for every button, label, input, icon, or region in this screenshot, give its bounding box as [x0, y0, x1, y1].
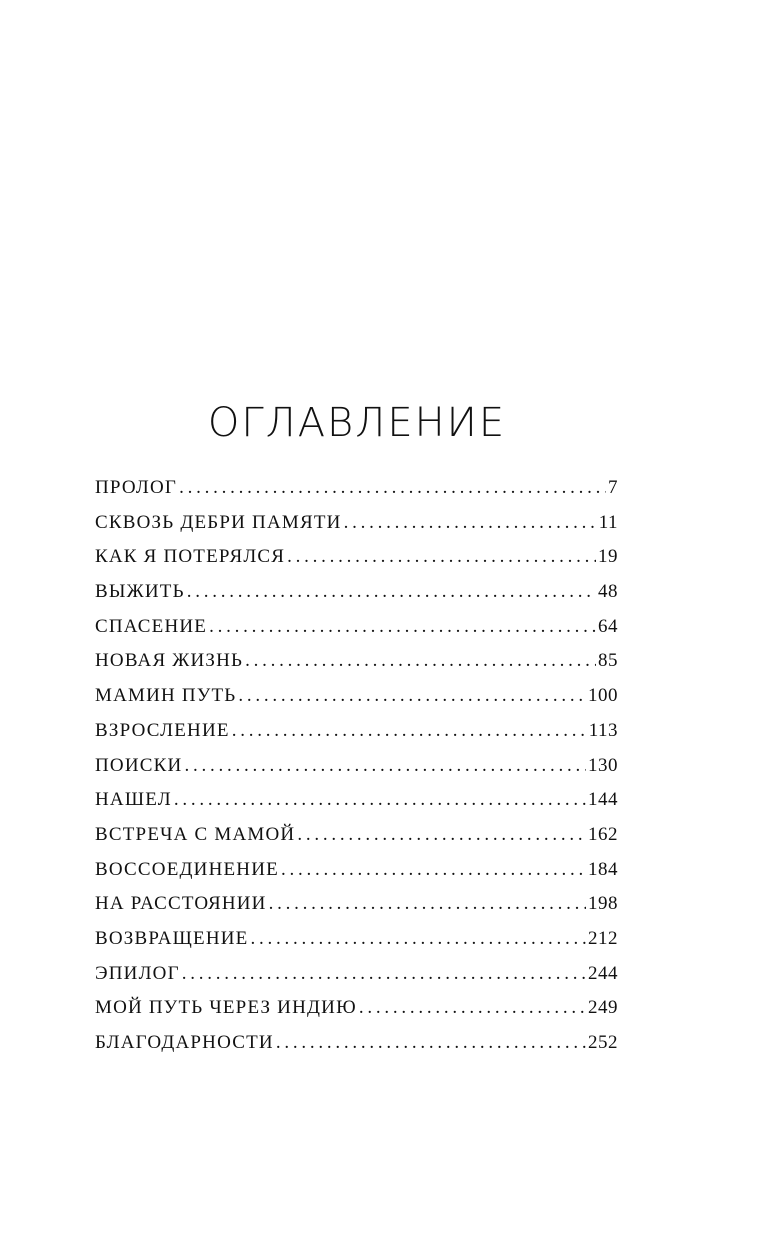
toc-entry[interactable] [95, 506, 618, 541]
toc-page-number: 85 [598, 650, 618, 672]
toc-page-number: 11 [598, 511, 618, 533]
toc-entry-label: ВЗРОСЛЕНИЕ [95, 719, 230, 741]
toc-page-number: 100 [588, 685, 618, 707]
toc-page-number: 19 [598, 546, 618, 568]
toc-entry-label: КАК Я ПОТЕРЯЛСЯ [95, 546, 286, 568]
toc-entry[interactable] [95, 471, 618, 506]
toc-entry[interactable] [95, 887, 618, 922]
dot-leader [287, 540, 596, 575]
dot-leader [179, 471, 606, 506]
toc-entry-label: БЛАГОДАРНОСТИ [95, 1032, 274, 1053]
toc-entry-label: НОВАЯ ЖИЗНЬ [95, 650, 244, 672]
toc-page-number: 252 [588, 1032, 618, 1053]
dot-leader [174, 783, 586, 818]
toc-entry-label: ПОИСКИ [95, 754, 183, 776]
dot-leader [344, 506, 597, 541]
dot-leader [232, 714, 587, 749]
toc-page-number: 162 [588, 823, 618, 845]
toc-entry-label: СКВОЗЬ ДЕБРИ ПАМЯТИ [95, 511, 342, 533]
toc-page-number: 184 [588, 858, 618, 880]
toc-entry-label: ВСТРЕЧА С МАМОЙ [95, 823, 296, 845]
toc-page-number: 244 [588, 962, 618, 984]
toc-entry[interactable] [95, 749, 618, 784]
toc-entry-label: НАШЕЛ [95, 789, 172, 811]
dot-leader [187, 575, 596, 610]
toc-entry[interactable] [95, 922, 618, 957]
toc-page-number: 198 [588, 893, 618, 915]
dot-leader [359, 991, 586, 1026]
toc-entry[interactable] [95, 679, 618, 714]
toc-page-number: 212 [588, 927, 618, 949]
dot-leader [297, 818, 586, 853]
toc-page-number: 249 [588, 997, 618, 1019]
toc-entry[interactable] [95, 540, 618, 575]
dot-leader [281, 853, 586, 888]
table-of-contents [95, 471, 618, 1061]
page-title: ОГЛАВЛЕНИЕ [207, 399, 507, 446]
dot-leader [276, 1026, 586, 1061]
toc-entry-label: ПРОЛОГ [95, 477, 178, 498]
toc-page-number: 113 [588, 719, 618, 741]
dot-leader [250, 922, 586, 957]
toc-entry-label: НА РАССТОЯНИИ [95, 893, 267, 915]
toc-entry[interactable] [95, 1026, 618, 1061]
toc-page-number: 130 [588, 754, 618, 776]
toc-entry[interactable] [95, 957, 618, 992]
dot-leader [184, 749, 586, 784]
toc-entry-label: ВЫЖИТЬ [95, 581, 185, 603]
dot-leader [182, 957, 586, 992]
toc-entry[interactable] [95, 991, 618, 1026]
toc-entry[interactable] [95, 575, 618, 610]
toc-entry-label: ВОЗВРАЩЕНИЕ [95, 927, 249, 949]
dot-leader [238, 679, 586, 714]
toc-entry-label: МОЙ ПУТЬ ЧЕРЕЗ ИНДИЮ [95, 997, 357, 1019]
dot-leader [269, 887, 586, 922]
toc-page-number: 144 [588, 789, 618, 811]
toc-entry-label: ВОССОЕДИНЕНИЕ [95, 858, 279, 880]
toc-entry[interactable] [95, 714, 618, 749]
dot-leader [245, 644, 596, 679]
toc-page-number: 64 [598, 615, 618, 637]
toc-entry[interactable] [95, 818, 618, 853]
toc-entry-label: МАМИН ПУТЬ [95, 685, 237, 707]
toc-page-number: 48 [598, 581, 618, 603]
toc-entry[interactable] [95, 853, 618, 888]
toc-entry[interactable] [95, 644, 618, 679]
toc-entry-label: ЭПИЛОГ [95, 962, 180, 984]
toc-entry-label: СПАСЕНИЕ [95, 615, 208, 637]
toc-entry[interactable] [95, 610, 618, 645]
toc-page-number: 7 [608, 477, 618, 498]
toc-entry[interactable] [95, 783, 618, 818]
dot-leader [209, 610, 596, 645]
